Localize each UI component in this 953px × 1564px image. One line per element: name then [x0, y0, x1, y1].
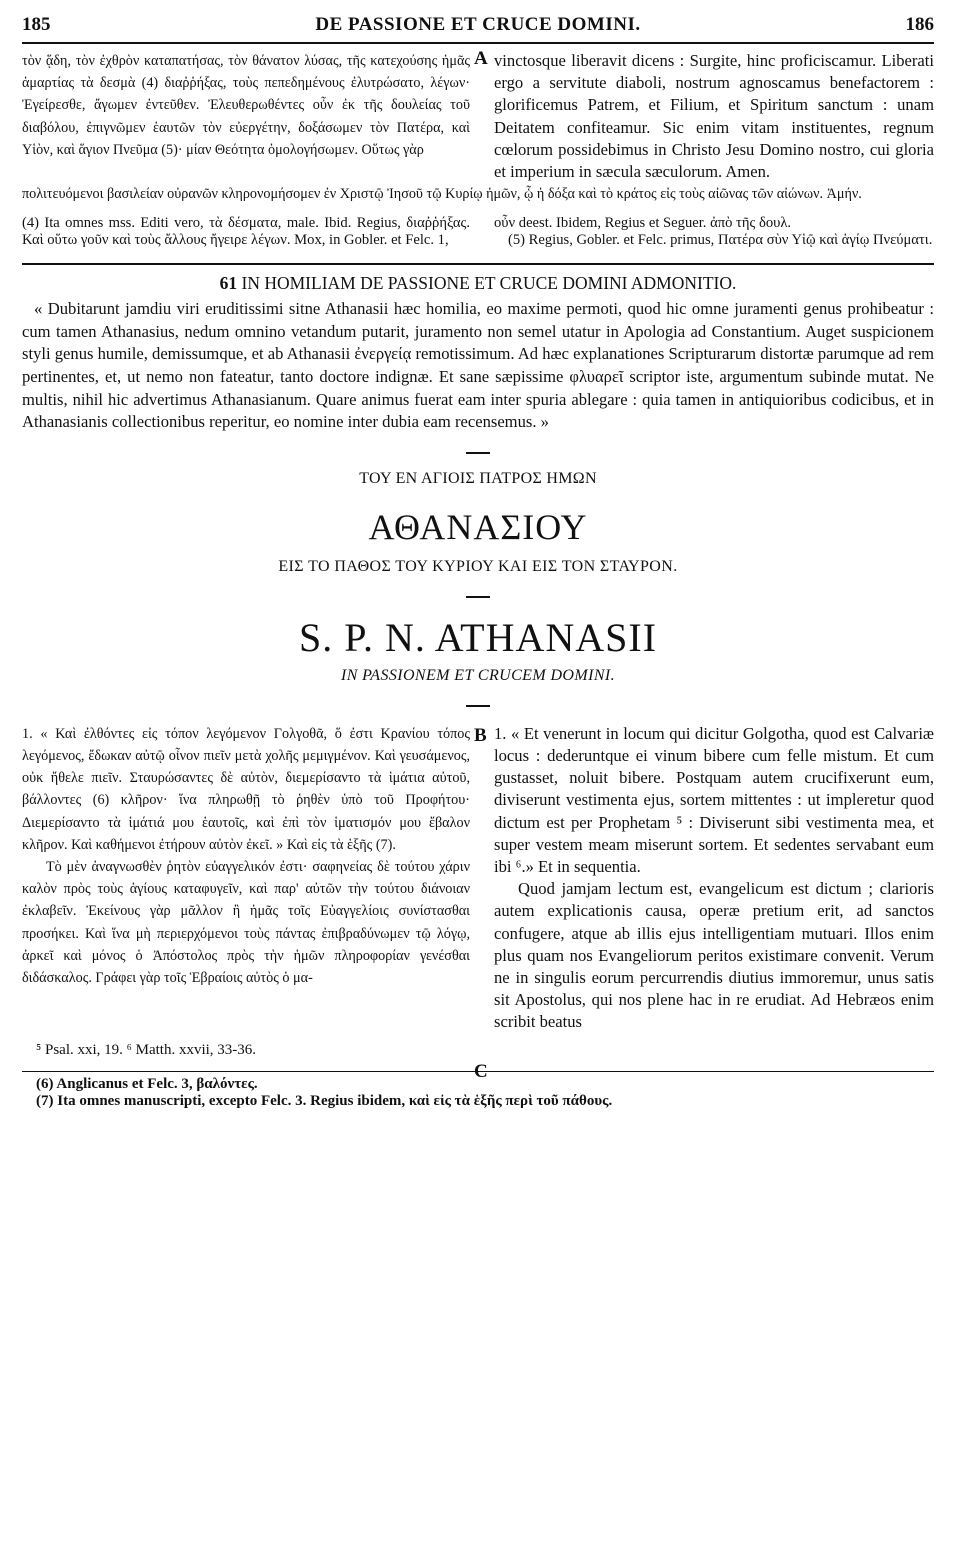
- greek-heading-3: ΕΙΣ ΤΟ ΠΑΘΟΣ ΤΟΥ ΚΥΡΙΟΥ ΚΑΙ ΕΙΣ ΤΟΝ ΣΤΑΥΡΟΝ.: [278, 557, 678, 575]
- short-rule-3: [466, 705, 490, 707]
- body-latin-column: [494, 723, 934, 1034]
- latin-paragraph-2: Quod jamjam lectum est, evangelicum est dictum ; clarioris autem explicationis causa, operæ pretium erit, ad sanctos confugere, atque ab illis ejus intelligentiam mutuari. Illos enim plus quam nos Evangeliorum peritos existimare convenit. Verum ne in singulis eorum percurrendis diutius immoremur, unus satis sit Apostolus, qui nos plene hac in re erudiat. Ad Hebræos enim scribit beatus: [494, 879, 934, 1032]
- scripture-references: ⁵ Psal. xxi, 19. ⁶ Matth. xxvii, 33-36.: [36, 1041, 257, 1058]
- page: [22, 14, 934, 1110]
- footnote-6: (6) Anglicanus et Felc. 3, βαλόντες.: [36, 1075, 258, 1092]
- top-greek-continuation: πολιτευόμενοι βασιλείαν οὐρανῶν κληρονομήσομεν ἐν Χριστῷ Ἰησοῦ τῷ Κυρίῳ ἡμῶν, ᾧ ἡ δόξα καὶ τὸ κράτος εἰς τοὺς αἰῶνας τῶν αἰώνων. Ἀμήν.: [22, 186, 862, 203]
- top-notes: [22, 215, 934, 249]
- section-divider: [22, 263, 934, 265]
- footnote-7: (7) Ita omnes manuscripti, excepto Felc. 3. Regius ibidem, καὶ εἰς τὰ ἑξῆς περὶ τοῦ πάθους.: [36, 1092, 613, 1109]
- top-latin-column: vinctosque liberavit dicens : Surgite, hinc proficiscamur. Liberati ergo a servitute diaboli, nostrum agnoscamus benefactorem : glorificemus Patrem, et Filium, et Spiritum sanctum : unam Deitatem confiteamur. Sic enim vitam instituentes, regnum cœlorum possidebimus in Christo Jesu Domino nostro, cui gloria et imperium in sæcula sæculorum. Amen.: [494, 51, 934, 182]
- admonitio-title: IN HOMILIAM DE PASSIONE ET CRUCE DOMINI ADMONITIO.: [241, 273, 737, 294]
- note-4-continued: οὖν deest. Ibidem, Regius et Seguer. ἀπὸ τῆς δουλ.: [494, 215, 792, 232]
- latin-heading-2: IN PASSIONEM ET CRUCEM DOMINI.: [340, 666, 616, 684]
- top-columns: [22, 50, 934, 183]
- running-title: DE PASSIONE ET CRUCE DOMINI.: [315, 14, 641, 35]
- section-marker-c: C: [474, 1060, 488, 1082]
- left-page-number: 185: [22, 14, 51, 35]
- running-header: [22, 14, 934, 44]
- greek-paragraph-2: Τὸ μὲν ἀναγνωσθὲν ῥητὸν εὐαγγελικόν ἐστι· σαφηνείας δὲ τούτου χάριν καλὸν πρὸς τοὺς ἁγίους καταφυγεῖν, καὶ παρ' αὐτῶν τὴν τούτου διάνοιαν ἐκλαβεῖν. Ἐκείνους γὰρ μᾶλλον ἢ ἡμᾶς τοῖς Εὐαγγελίοις συνίστασθαι προσήκει. Καὶ ἵνα μὴ περιερχόμενοι τοὺς πάντας ἐπιβραδύνωμεν τῷ λόγῳ, ἀρκεῖ καὶ μόνος ὁ Ἀπόστολος πρὸς τὴν ἡμῶν πληροφορίαν γενέσθαι διδάσκαλος. Γράφει γὰρ τοῖς Ἑβραίοις αὐτὸς ὁ μα-: [22, 859, 470, 987]
- short-rule-1: [466, 452, 490, 454]
- latin-paragraph-1: 1. « Et venerunt in locum qui dicitur Golgotha, quod est Calvariæ locus : dederuntque ei vinum bibere cum felle mistum. Et cum gustasset, noluit bibere. Postquam autem crucifixerunt eum, diviserunt vestimenta ejus, sortem mittentes : ut impleretur quod dictum est per Prophetam ⁵ : Diviserunt sibi vestimenta mea, et super vestem meam miserunt sortem. Et sedentes servabant eum ibi ⁶.» Et in sequentia.: [494, 723, 934, 876]
- notes-right: [494, 215, 934, 249]
- right-page-number: 186: [905, 14, 934, 35]
- admonitio-text: « Dubitarunt jamdiu viri eruditissimi sitne Athanasii hæc homilia, eo maxime permoti, quod hic omne juramenti genus prohibeatur : cum tamen Athanasius, nedum omnino vetandum putarit, juramento non semel utatur in Apologia ad Constantium. Auget suspicionem styli genus humile, demissumque, et ab Athanasii ἐνεργείᾳ remotissimum. Ad hæc explanationes Scripturarum distortæ parumque ad rem pertinentes, et, ut nemo non fateatur, tanto doctore indignæ. Et sane sæpissime φλυαρεῖ scriptor iste, argumentum subinde mutat. Ne multis, nihil hic advertimus Athanasianum. Quare animus fuerat eam inter spuria ablegare : quia tamen in antiquioribus codicibus, et in Athanasianis collectionibus reperitur, eo nomine inter dubia eam recensemus. »: [22, 299, 934, 432]
- body-greek-column: [22, 723, 470, 1034]
- short-rule-2: [466, 596, 490, 598]
- admonitio-heading: [22, 273, 934, 294]
- top-greek-column: τὸν ᾅδη, τὸν ἐχθρὸν καταπατήσας, τὸν θάνατον λύσας, τῆς κατεχούσης ἡμᾶς ἁμαρτίας τὰ δεσμὰ (4) διαῤῥήξας, τοὺς πεπεδημένους ἐλυτρώσατο, λέγων· Ἐγείρεσθε, ἄγωμεν ἐντεῦθεν. Ἐλευθερωθέντες οὖν ἐκ τῆς δουλείας τοῦ διαβόλου, ἐπιγνῶμεν ἑαυτῶν τὸν εὐεργέτην, δοξάσωμεν τὸν Πατέρα, καὶ Υἱὸν, καὶ ἅγιον Πνεῦμα (5)· μίαν Θεότητα ὁμολογήσωμεν. Οὕτως γὰρ: [22, 53, 470, 158]
- section-marker-a: A: [474, 48, 488, 69]
- greek-heading-1: ΤΟΥ ΕΝ ΑΓΙΟΙΣ ΠΑΤΡΟΣ ΗΜΩΝ: [359, 469, 597, 487]
- greek-heading-2: ΑΘΑΝΑΣΙΟΥ: [368, 506, 588, 547]
- latin-heading-1: S. P. N. ATHANASII: [298, 614, 658, 660]
- admonitio-number: 61: [219, 273, 238, 294]
- section-marker-b: B: [474, 724, 487, 746]
- note-4: (4) Ita omnes mss. Editi vero, τὰ δέσματα, male. Ibid. Regius, διαῤῥήξας. Καὶ οὕτω γοῦν καὶ τοὺς ἄλλους ἤγειρε λέγων. Mox, in Gobler. et Felc. 1,: [22, 215, 470, 249]
- note-5: (5) Regius, Gobler. et Felc. primus, Πατέρα σὺν Υἱῷ καὶ ἁγίῳ Πνεύματι.: [508, 232, 933, 249]
- greek-paragraph-1: 1. « Καὶ ἐλθόντες εἰς τόπον λεγόμενον Γολγοθᾶ, ὅ ἐστι Κρανίου τόπος λεγόμενος, ἔδωκαν αὐτῷ οἶνον πιεῖν μετὰ χολῆς μεμιγμένον. Καὶ γευσάμενος, οὐκ ἤθελε πιεῖν. Σταυρώσαντες δὲ αὐτὸν, διεμερίσαντο τὰ ἱμάτια αὐτοῦ, βάλλοντες (6) κλῆρον· ἵνα πληρωθῇ τὸ ῥηθὲν ὑπὸ τοῦ Προφήτου· Διεμερίσαντο τὰ ἱμάτιά μου ἑαυτοῖς, καὶ ἐπὶ τὸν ἱματισμόν μου ἔβαλον κλῆρον. Καὶ καθήμενοι ἐτήρουν αὐτὸν ἐκεῖ. » Καὶ εἰς τὰ ἑξῆς (7).: [22, 725, 470, 853]
